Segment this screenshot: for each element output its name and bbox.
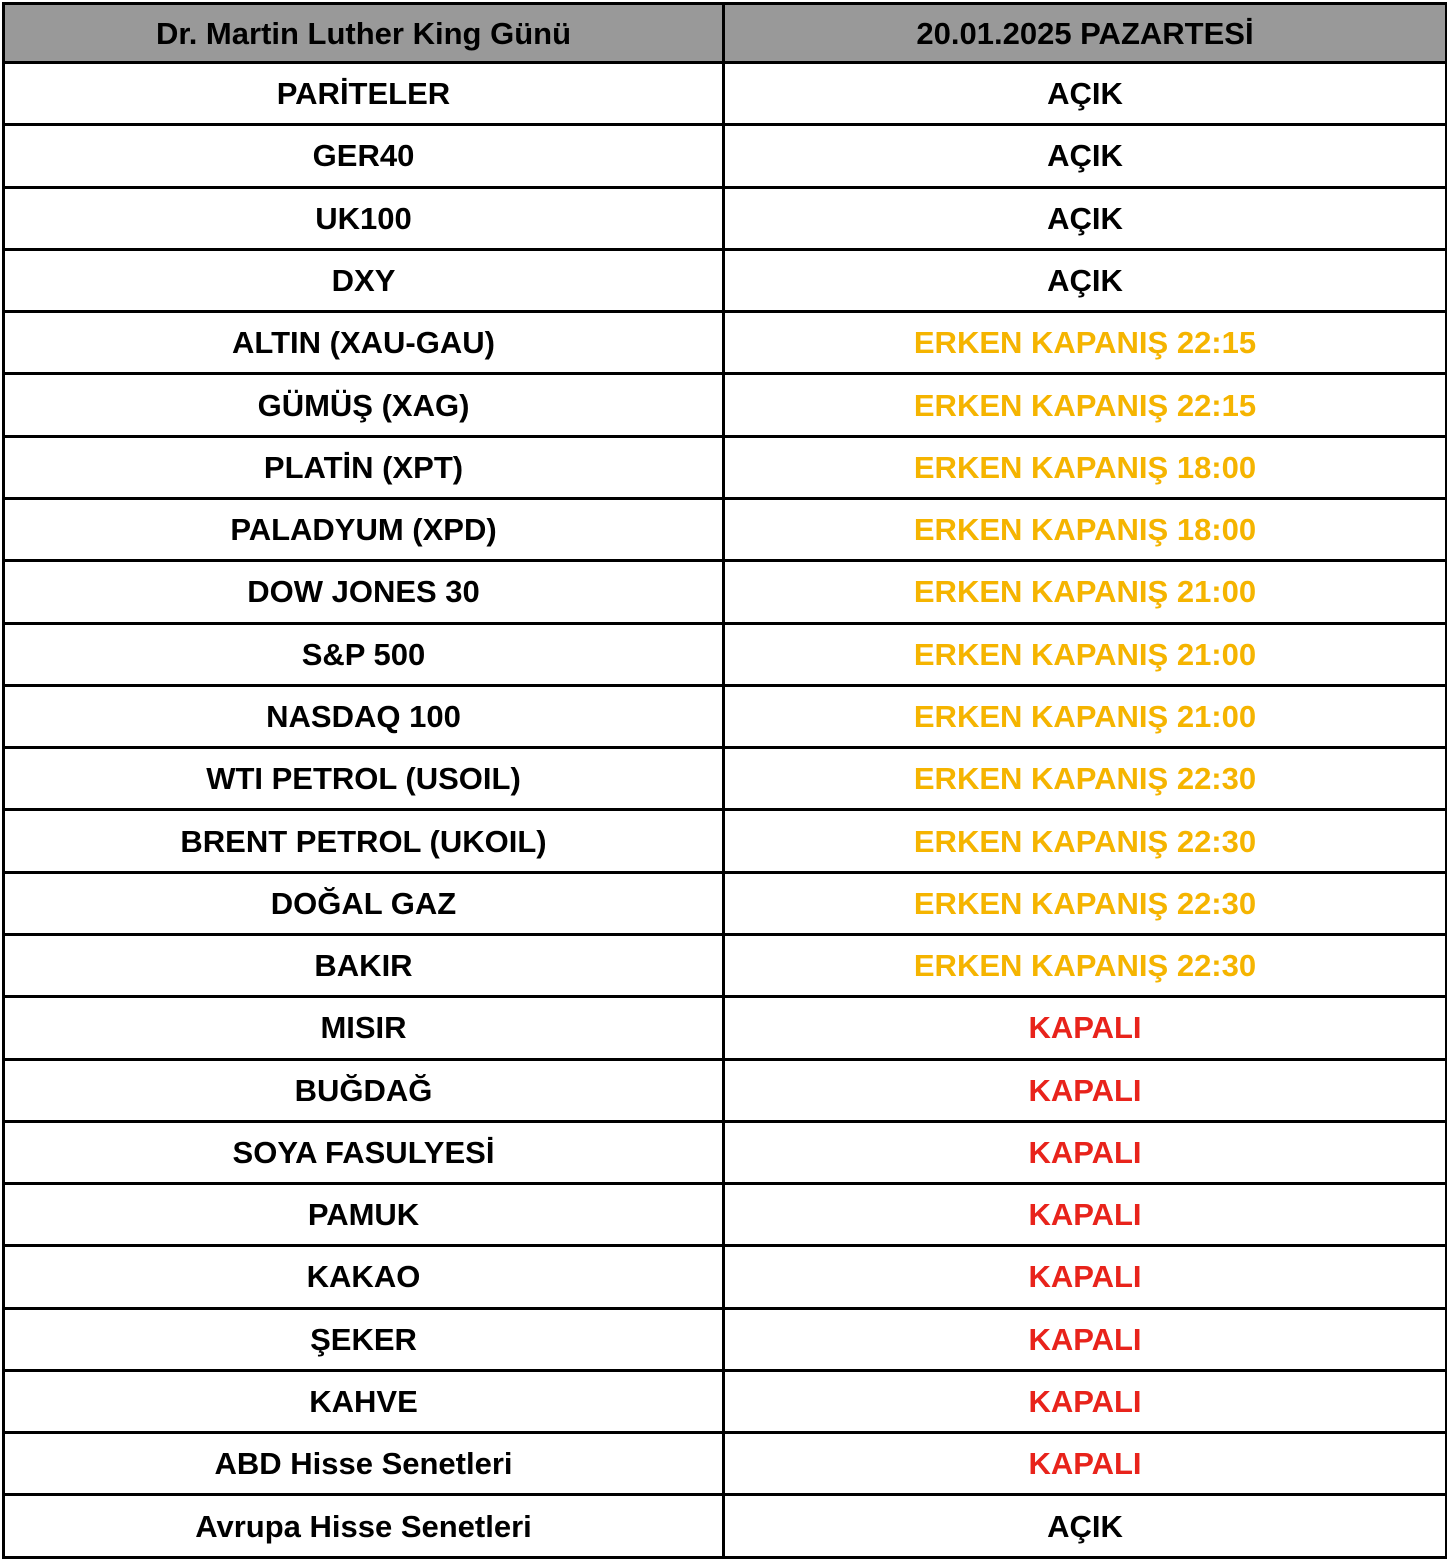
instrument-name: PALADYUM (XPD) <box>4 498 724 560</box>
holiday-name-header: Dr. Martin Luther King Günü <box>4 4 724 63</box>
table-header <box>4 4 1447 63</box>
table-row <box>4 1433 1447 1495</box>
instrument-name: GER40 <box>4 125 724 187</box>
market-status: KAPALI <box>724 1308 1447 1370</box>
table-body <box>4 63 1447 1558</box>
table-row <box>4 810 1447 872</box>
market-status: ERKEN KAPANIŞ 21:00 <box>724 623 1447 685</box>
market-status: ERKEN KAPANIŞ 22:30 <box>724 810 1447 872</box>
table-row <box>4 1246 1447 1308</box>
table-row <box>4 63 1447 125</box>
table-row <box>4 312 1447 374</box>
instrument-name: BAKIR <box>4 934 724 996</box>
table-row <box>4 934 1447 996</box>
table-row <box>4 872 1447 934</box>
table-row <box>4 561 1447 623</box>
market-status: ERKEN KAPANIŞ 22:15 <box>724 312 1447 374</box>
instrument-name: ALTIN (XAU-GAU) <box>4 312 724 374</box>
table-row <box>4 997 1447 1059</box>
header-row <box>4 4 1447 63</box>
instrument-name: PARİTELER <box>4 63 724 125</box>
instrument-name: MISIR <box>4 997 724 1059</box>
market-status: KAPALI <box>724 1059 1447 1121</box>
instrument-name: BRENT PETROL (UKOIL) <box>4 810 724 872</box>
instrument-name: ABD Hisse Senetleri <box>4 1433 724 1495</box>
date-header: 20.01.2025 PAZARTESİ <box>724 4 1447 63</box>
table-row <box>4 249 1447 311</box>
instrument-name: DXY <box>4 249 724 311</box>
instrument-name: WTI PETROL (USOIL) <box>4 748 724 810</box>
market-status: ERKEN KAPANIŞ 22:30 <box>724 934 1447 996</box>
instrument-name: DOĞAL GAZ <box>4 872 724 934</box>
holiday-schedule-table <box>2 2 1447 1559</box>
market-status: KAPALI <box>724 997 1447 1059</box>
market-status: ERKEN KAPANIŞ 22:15 <box>724 374 1447 436</box>
market-status: AÇIK <box>724 63 1447 125</box>
table-row <box>4 1308 1447 1370</box>
table-row <box>4 498 1447 560</box>
table-row <box>4 1059 1447 1121</box>
table-row <box>4 748 1447 810</box>
instrument-name: NASDAQ 100 <box>4 685 724 747</box>
market-status: ERKEN KAPANIŞ 22:30 <box>724 748 1447 810</box>
market-status: AÇIK <box>724 187 1447 249</box>
table-row <box>4 374 1447 436</box>
instrument-name: KAKAO <box>4 1246 724 1308</box>
table-row <box>4 125 1447 187</box>
instrument-name: ŞEKER <box>4 1308 724 1370</box>
market-status: KAPALI <box>724 1246 1447 1308</box>
market-status: ERKEN KAPANIŞ 21:00 <box>724 561 1447 623</box>
table-row <box>4 623 1447 685</box>
instrument-name: KAHVE <box>4 1370 724 1432</box>
instrument-name: GÜMÜŞ (XAG) <box>4 374 724 436</box>
table-row <box>4 1495 1447 1558</box>
table-row <box>4 187 1447 249</box>
market-status: ERKEN KAPANIŞ 22:30 <box>724 872 1447 934</box>
instrument-name: UK100 <box>4 187 724 249</box>
table-row <box>4 685 1447 747</box>
market-status: ERKEN KAPANIŞ 18:00 <box>724 498 1447 560</box>
market-status: AÇIK <box>724 249 1447 311</box>
market-status: AÇIK <box>724 1495 1447 1558</box>
table-row <box>4 1121 1447 1183</box>
instrument-name: PAMUK <box>4 1184 724 1246</box>
table-row <box>4 436 1447 498</box>
instrument-name: SOYA FASULYESİ <box>4 1121 724 1183</box>
market-status: KAPALI <box>724 1370 1447 1432</box>
market-status: ERKEN KAPANIŞ 18:00 <box>724 436 1447 498</box>
table-row <box>4 1184 1447 1246</box>
market-status: ERKEN KAPANIŞ 21:00 <box>724 685 1447 747</box>
table-row <box>4 1370 1447 1432</box>
instrument-name: PLATİN (XPT) <box>4 436 724 498</box>
market-status: KAPALI <box>724 1121 1447 1183</box>
instrument-name: DOW JONES 30 <box>4 561 724 623</box>
instrument-name: BUĞDAĞ <box>4 1059 724 1121</box>
instrument-name: S&P 500 <box>4 623 724 685</box>
market-status: KAPALI <box>724 1433 1447 1495</box>
market-status: KAPALI <box>724 1184 1447 1246</box>
instrument-name: Avrupa Hisse Senetleri <box>4 1495 724 1558</box>
market-status: AÇIK <box>724 125 1447 187</box>
